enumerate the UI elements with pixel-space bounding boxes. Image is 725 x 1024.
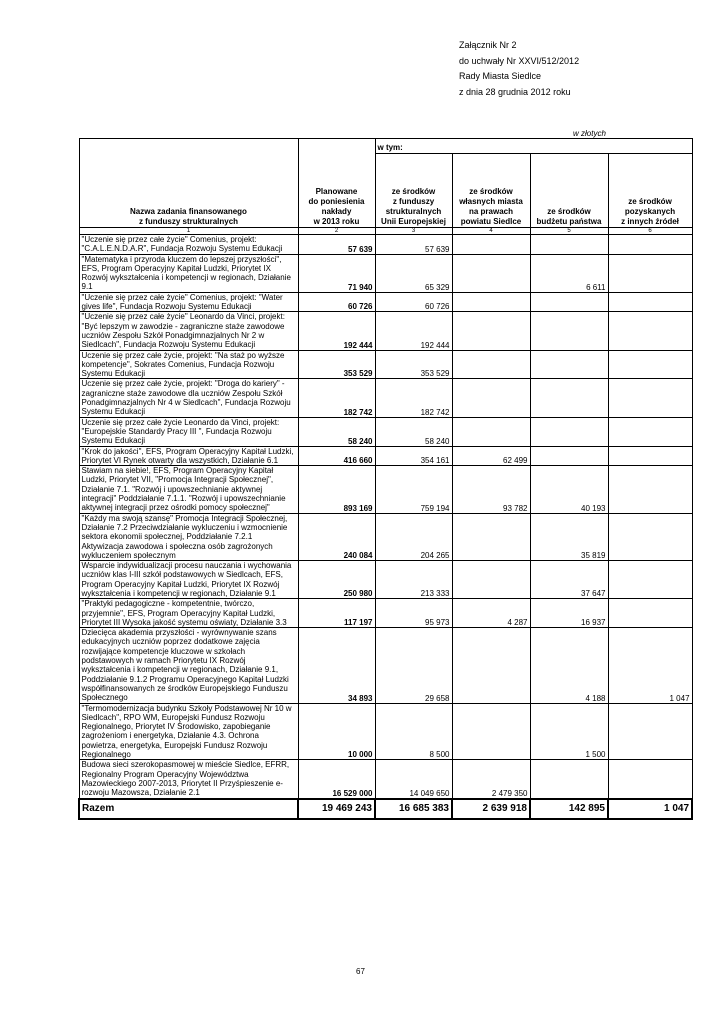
row-state [530, 312, 608, 350]
total-other: 1 047 [608, 799, 692, 819]
row-name: "Uczenie się przez całe życie" Comenius, projekt: "C.A.L.E.N.D.A.R", Fundacja Rozwoju Systemu Edukacji [79, 235, 298, 255]
row-name: Budowa sieci szerokopasmowej w mieście Siedlce, EFRR, Regionalny Program Operacyjny Województwa Mazowieckiego 2007-2013, Priorytet II Przyśpieszenie e-rozwoju Mazowsza, Działanie 2.1 [79, 760, 298, 799]
row-name: Uczenie się przez całe życie, projekt: "Na staż po wyższe kompetencje", Sokrates Comenius, Fundacja Rozwoju Systemu Edukacji [79, 350, 298, 379]
row-other [608, 466, 692, 513]
table-row [79, 379, 692, 417]
row-own: 93 782 [452, 466, 530, 513]
row-own [452, 513, 530, 560]
row-planned: 182 742 [298, 379, 375, 417]
row-other [608, 446, 692, 466]
row-name: "Matematyka i przyroda kluczem do lepszej przyszłości", EFS, Program Operacyjny Kapitał Ludzki, Priorytet IX Rozwój wykształcenia i kompetencji w regionach, Działanie 9.1 [79, 254, 298, 292]
row-own: 2 479 350 [452, 760, 530, 799]
table-row [79, 599, 692, 628]
table-row [79, 513, 692, 560]
page-number: 67 [356, 967, 365, 976]
row-state: 4 188 [530, 628, 608, 703]
table-row [79, 446, 692, 466]
col-header-of-which: w tym: [375, 139, 692, 154]
row-planned: 34 893 [298, 628, 375, 703]
row-name: Stawiam na siebie!, EFS, Program Operacyjny Kapitał Ludzki, Priorytet VII, "Promocja Integracji Społecznej", Działanie 7.1. "Rozwój i upowszechnianie aktywnej integracji" Poddziałanie 7.1.1. "Rozwój i upowszechnianie aktywnej integracji przez ośrodki pomocy społecznej" [79, 466, 298, 513]
col-header-eu: ze środków z funduszy strukturalnych Unii Europejskiej [375, 154, 452, 228]
row-state: 16 937 [530, 599, 608, 628]
row-other [608, 379, 692, 417]
total-state: 142 895 [530, 799, 608, 819]
row-planned: 57 639 [298, 235, 375, 255]
col-number: 1 [79, 228, 298, 235]
row-planned: 58 240 [298, 417, 375, 446]
row-own [452, 561, 530, 599]
row-eu: 192 444 [375, 312, 452, 350]
total-eu: 16 685 383 [375, 799, 452, 819]
col-number: 2 [298, 228, 375, 235]
row-state [530, 760, 608, 799]
row-name: "Praktyki pedagogiczne - kompetentnie, twórczo, przyjemnie", EFS, Program Operacyjny Kapitał Ludzki, Priorytet III Wysoka jakość systemu oświaty, Działanie 3.3 [79, 599, 298, 628]
row-planned: 416 660 [298, 446, 375, 466]
row-other [608, 254, 692, 292]
col-header-planned: Planowane do poniesienia nakłady w 2013 roku [298, 139, 375, 228]
header-line: Rady Miasta Siedlce [459, 71, 542, 81]
row-planned: 71 940 [298, 254, 375, 292]
table-row [79, 561, 692, 599]
row-other [608, 760, 692, 799]
row-own [452, 379, 530, 417]
table-row [79, 312, 692, 350]
col-number: 5 [530, 228, 608, 235]
document-header [459, 38, 579, 100]
row-eu: 14 049 650 [375, 760, 452, 799]
total-planned: 19 469 243 [298, 799, 375, 819]
row-planned: 192 444 [298, 312, 375, 350]
header-line: Załącznik Nr 2 [459, 40, 517, 50]
row-own [452, 417, 530, 446]
row-other [608, 561, 692, 599]
row-name: "Krok do jakości", EFS, Program Operacyjny Kapitał Ludzki, Priorytet VI Rynek otwarty dla wszystkich, Działanie 6.1 [79, 446, 298, 466]
row-state: 6 611 [530, 254, 608, 292]
row-planned: 16 529 000 [298, 760, 375, 799]
row-eu: 29 658 [375, 628, 452, 703]
row-name: "Każdy ma swoją szansę" Promocja Integracji Społecznej, Działanie 7.2 Przeciwdziałanie wykluczeniu i wzmocnienie sektora ekonomii społecznej, Poddziałanie 7.2.1 Aktywizacja zawodowa i społeczna osób zagrożonych wykluczeniem społecznym [79, 513, 298, 560]
row-name: Uczenie się przez całe życie, projekt: "Droga do kariery" - zagraniczne staże zawodowe dla uczniów Zespołu Szkół Ponadgimnazjalnych Nr 4 w Siedlcach", Fundacja Rozwoju Systemu Edukacji [79, 379, 298, 417]
row-own [452, 235, 530, 255]
table-row [79, 350, 692, 379]
row-own [452, 292, 530, 312]
row-own [452, 254, 530, 292]
row-other [608, 292, 692, 312]
row-name: Dziecięca akademia przyszłości - wyrównywanie szans edukacyjnych uczniów poprzez dodatkowe zajęcia rozwijające kompetencje kluczowe w szkołach podstawowych w ramach Priorytetu IX Rozwój wykształcenia i kompetencji w regionach, Działanie 9.1, Poddziałanie 9.1.2 Programu Operacyjnego Kapitał Ludzki współfinansowanych ze środków Europejskiego Funduszu Społecznego [79, 628, 298, 703]
table-row [79, 628, 692, 703]
row-eu: 353 529 [375, 350, 452, 379]
row-planned: 117 197 [298, 599, 375, 628]
row-name: "Termomodernizacja budynku Szkoły Podstawowej Nr 10 w Siedlcach", RPO WM, Europejski Fundusz Rozwoju Regionalnego, Priorytet IV Środowisko, zapobieganie zagrożeniom i energetyka, Działanie 4.3. Ochrona powietrza, energetyka, Europejski Fundusz Rozwoju Regionalnego [79, 703, 298, 760]
table-row [79, 292, 692, 312]
col-header-state: ze środków budżetu państwa [530, 154, 608, 228]
unit-label: w złotych [573, 129, 606, 138]
row-own [452, 350, 530, 379]
row-other [608, 703, 692, 760]
row-state [530, 379, 608, 417]
col-header-other: ze środków pozyskanych z innych źródeł [608, 154, 692, 228]
header-line: do uchwały Nr XXVI/512/2012 [459, 55, 580, 66]
row-eu: 58 240 [375, 417, 452, 446]
row-other [608, 417, 692, 446]
col-number: 4 [452, 228, 530, 235]
row-eu: 354 161 [375, 446, 452, 466]
col-number: 3 [375, 228, 452, 235]
total-row [79, 799, 692, 819]
total-label: Razem [79, 799, 298, 819]
row-eu: 204 265 [375, 513, 452, 560]
row-state [530, 417, 608, 446]
col-header-own: ze środków własnych miasta na prawach powiatu Siedlce [452, 154, 530, 228]
row-name: "Uczenie się przez całe życie" Leonardo da Vinci, projekt: "Być lepszym w zawodzie - zagraniczne staże zawodowe uczniów Zespołu Szkół Ponadgimnazjalnych Nr 2 w Siedlcach", Fundacja Rozwoju Systemu Edukacji [79, 312, 298, 350]
row-state: 1 500 [530, 703, 608, 760]
table-row [79, 760, 692, 799]
row-own [452, 312, 530, 350]
row-other [608, 312, 692, 350]
row-eu: 95 973 [375, 599, 452, 628]
table-row [79, 703, 692, 760]
row-state [530, 446, 608, 466]
row-eu: 8 500 [375, 703, 452, 760]
row-own: 4 287 [452, 599, 530, 628]
row-state: 37 647 [530, 561, 608, 599]
row-state [530, 350, 608, 379]
row-eu: 57 639 [375, 235, 452, 255]
col-number: 6 [608, 228, 692, 235]
row-name: "Uczenie się przez całe życie" Comenius, projekt: "Water gives life", Fundacja Rozwoju Systemu Edukacji [79, 292, 298, 312]
row-state: 35 819 [530, 513, 608, 560]
row-planned: 893 169 [298, 466, 375, 513]
funds-table [78, 138, 693, 820]
col-header-name: Nazwa zadania finansowanego z funduszy strukturalnych [79, 139, 298, 228]
row-state [530, 235, 608, 255]
header-line: z dnia 28 grudnia 2012 roku [459, 86, 571, 97]
row-state: 40 193 [530, 466, 608, 513]
row-state [530, 292, 608, 312]
row-eu: 759 194 [375, 466, 452, 513]
table-row [79, 235, 692, 255]
table-row [79, 417, 692, 446]
row-own: 62 499 [452, 446, 530, 466]
row-name: Wsparcie indywidualizacji procesu nauczania i wychowania uczniów klas I-III szkół podstawowych w Siedlcach, EFS, Program Operacyjny Kapitał Ludzki, Priorytet IX Rozwój wykształcenia i kompetencji w regionach, Działanie 9.1 [79, 561, 298, 599]
row-planned: 353 529 [298, 350, 375, 379]
row-other: 1 047 [608, 628, 692, 703]
row-other [608, 350, 692, 379]
row-own [452, 628, 530, 703]
row-eu: 182 742 [375, 379, 452, 417]
row-eu: 213 333 [375, 561, 452, 599]
row-planned: 60 726 [298, 292, 375, 312]
row-eu: 60 726 [375, 292, 452, 312]
row-own [452, 703, 530, 760]
row-other [608, 235, 692, 255]
row-eu: 65 329 [375, 254, 452, 292]
row-planned: 250 980 [298, 561, 375, 599]
total-own: 2 639 918 [452, 799, 530, 819]
row-other [608, 513, 692, 560]
row-planned: 240 084 [298, 513, 375, 560]
table-row [79, 466, 692, 513]
row-name: Uczenie się przez całe życie Leonardo da Vinci, projekt: "Europejskie Standardy Pracy III ", Fundacja Rozwoju Systemu Edukacji [79, 417, 298, 446]
row-planned: 10 000 [298, 703, 375, 760]
row-other [608, 599, 692, 628]
table-row [79, 254, 692, 292]
